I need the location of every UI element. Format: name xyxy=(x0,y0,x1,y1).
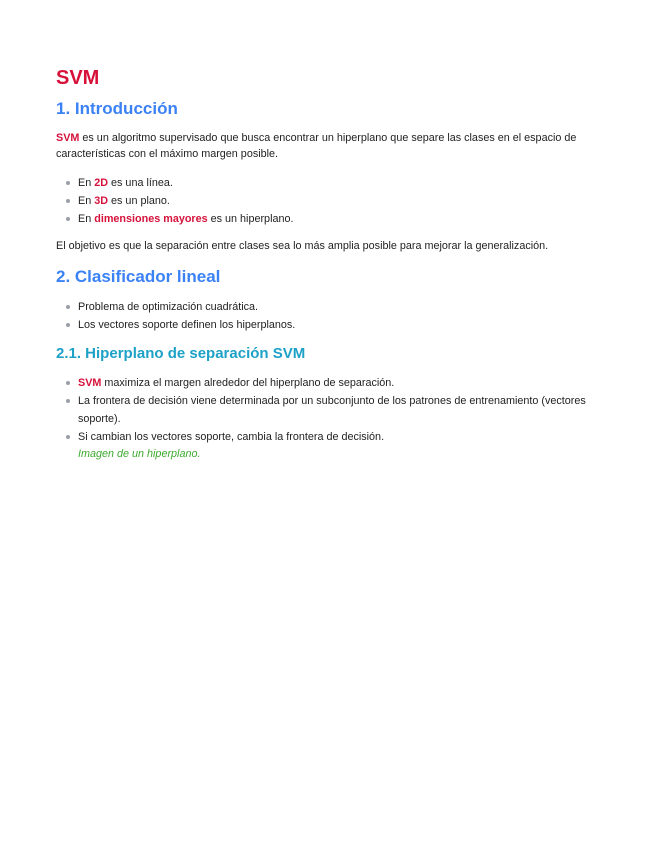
list-item xyxy=(78,192,599,210)
highlight-svm: SVM xyxy=(78,377,102,389)
dimension-list xyxy=(56,174,599,228)
list-item-pre: En xyxy=(78,213,95,225)
list-item xyxy=(78,210,599,228)
section-heading-clasificador-lineal xyxy=(56,266,599,288)
list-item-post: es una línea. xyxy=(108,177,173,189)
bullet-dot-icon xyxy=(66,323,70,327)
page-title xyxy=(56,66,599,90)
hiperplano-list xyxy=(56,374,599,462)
highlight-dimensiones-mayores: dimensiones mayores xyxy=(94,213,208,225)
intro-paragraph xyxy=(56,130,599,162)
bullet-dot-icon xyxy=(66,199,70,203)
highlight-3d: 3D xyxy=(94,195,109,207)
bullet-dot-icon xyxy=(66,217,70,221)
list-item xyxy=(78,374,599,392)
objective-paragraph: El objetivo es que la separación entre clases sea lo más amplia posible para mejorar la generalización. xyxy=(56,240,549,252)
highlight-2d: 2D xyxy=(94,177,109,189)
image-placeholder-caption: Imagen de un hiperplano. xyxy=(78,448,201,460)
bullet-dot-icon xyxy=(66,399,70,403)
list-item xyxy=(78,298,599,316)
list-item-text: Los vectores soporte definen los hiperplanos. xyxy=(78,319,296,331)
list-item-text: La frontera de decisión viene determinada por un subconjunto de los patrones de entrenamiento (vectores soporte). xyxy=(78,395,586,425)
list-item-pre: En xyxy=(78,177,95,189)
list-item-pre: En xyxy=(78,195,95,207)
list-item-post: es un plano. xyxy=(108,195,170,207)
subsection-heading-hiperplano xyxy=(56,344,599,364)
list-item xyxy=(78,174,599,192)
intro-paragraph-text: es un algoritmo supervisado que busca encontrar un hiperplano que separe las clases en el espacio de características con el máximo margen posible. xyxy=(56,132,577,160)
bullet-dot-icon xyxy=(66,381,70,385)
highlight-svm: SVM xyxy=(56,132,80,144)
list-item-text: Si cambian los vectores soporte, cambia la frontera de decisión. xyxy=(78,431,385,443)
list-item xyxy=(78,316,599,334)
bullet-dot-icon xyxy=(66,305,70,309)
section-heading-introduccion xyxy=(56,98,599,120)
bullet-dot-icon xyxy=(66,435,70,439)
page-title-text: SVM xyxy=(56,67,100,89)
list-item xyxy=(78,392,599,428)
section-heading-text: 1. Introducción xyxy=(56,99,178,118)
list-item-post: maximiza el margen alrededor del hiperplano de separación. xyxy=(101,377,395,389)
list-item xyxy=(78,428,599,462)
clasificador-list xyxy=(56,298,599,334)
section-heading-text: 2. Clasificador lineal xyxy=(56,267,221,286)
list-item-text: Problema de optimización cuadrática. xyxy=(78,301,259,313)
list-item-post: es un hiperplano. xyxy=(207,213,294,225)
subsection-heading-text: 2.1. Hiperplano de separación SVM xyxy=(56,345,306,362)
bullet-dot-icon xyxy=(66,181,70,185)
